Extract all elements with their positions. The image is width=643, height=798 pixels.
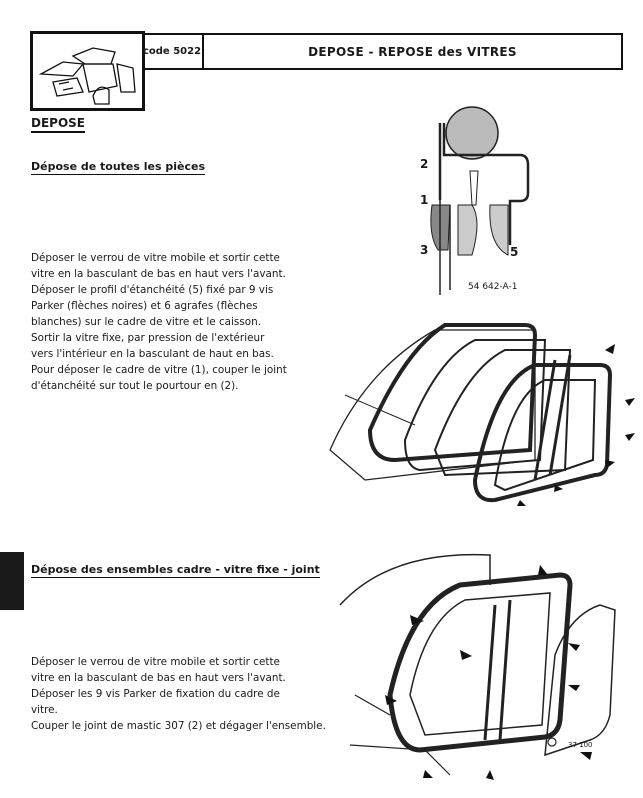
text-line: Déposer le profil d'étanchéité (5) fixé par 9 vis: [31, 284, 274, 296]
callout-5: 5: [510, 245, 519, 259]
subsection-title-2: Dépose des ensembles cadre - vitre fixe - joint: [31, 563, 320, 576]
page-edge-tab: [0, 552, 24, 610]
text-line: blanches) sur le cadre de vitre et le caisson.: [31, 316, 261, 328]
section-title: DEPOSE: [31, 116, 85, 133]
text-line: Couper le joint de mastic 307 (2) et dégager l'ensemble.: [31, 720, 326, 732]
text-line: Parker (flèches noires) et 6 agrafes (flèches: [31, 300, 258, 312]
exploded-window-drawing: [325, 310, 635, 525]
car-body-icon: [33, 34, 142, 108]
text-line: Déposer le verrou de vitre mobile et sortir cette: [31, 252, 280, 264]
car-body-illustration: [30, 31, 145, 111]
text-line: Déposer le verrou de vitre mobile et sortir cette: [31, 656, 280, 668]
text-line: Sortir la vitre fixe, par pression de l'extérieur: [31, 332, 265, 344]
instructions-2: [31, 654, 341, 734]
operation-code: code 5022: [142, 35, 204, 68]
frame-assembly-drawing: [330, 545, 635, 795]
text-line: Déposer les 9 vis Parker de fixation du cadre de: [31, 688, 280, 700]
text-line: vitre en la basculant de bas en haut vers l'avant.: [31, 268, 286, 280]
text-line: vitre en la basculant de bas en haut vers l'avant.: [31, 672, 286, 684]
callout-2: 2: [420, 157, 429, 171]
seal-section-drawing: [410, 105, 550, 300]
text-line: Pour déposer le cadre de vitre (1), couper le joint: [31, 364, 287, 376]
instructions-1: [31, 250, 331, 394]
text-line: d'étanchéité sur tout le pourtour en (2).: [31, 380, 239, 392]
figure-seal-section: [410, 105, 550, 300]
page-title: DEPOSE - REPOSE des VITRES: [308, 44, 517, 59]
text-line: vers l'intérieur en la basculant de haut en bas.: [31, 348, 274, 360]
subsection-title-1: Dépose de toutes les pièces: [31, 160, 206, 173]
figure-exploded-window: [325, 310, 635, 525]
figure-frame-assembly: [330, 545, 635, 795]
text-line: vitre.: [31, 704, 58, 716]
callout-3: 3: [420, 243, 429, 257]
figure-reference: 54 642-A-1: [468, 282, 518, 292]
figure-reference: 37 100: [568, 741, 593, 749]
document-header: [142, 33, 623, 70]
callout-1: 1: [420, 193, 429, 207]
